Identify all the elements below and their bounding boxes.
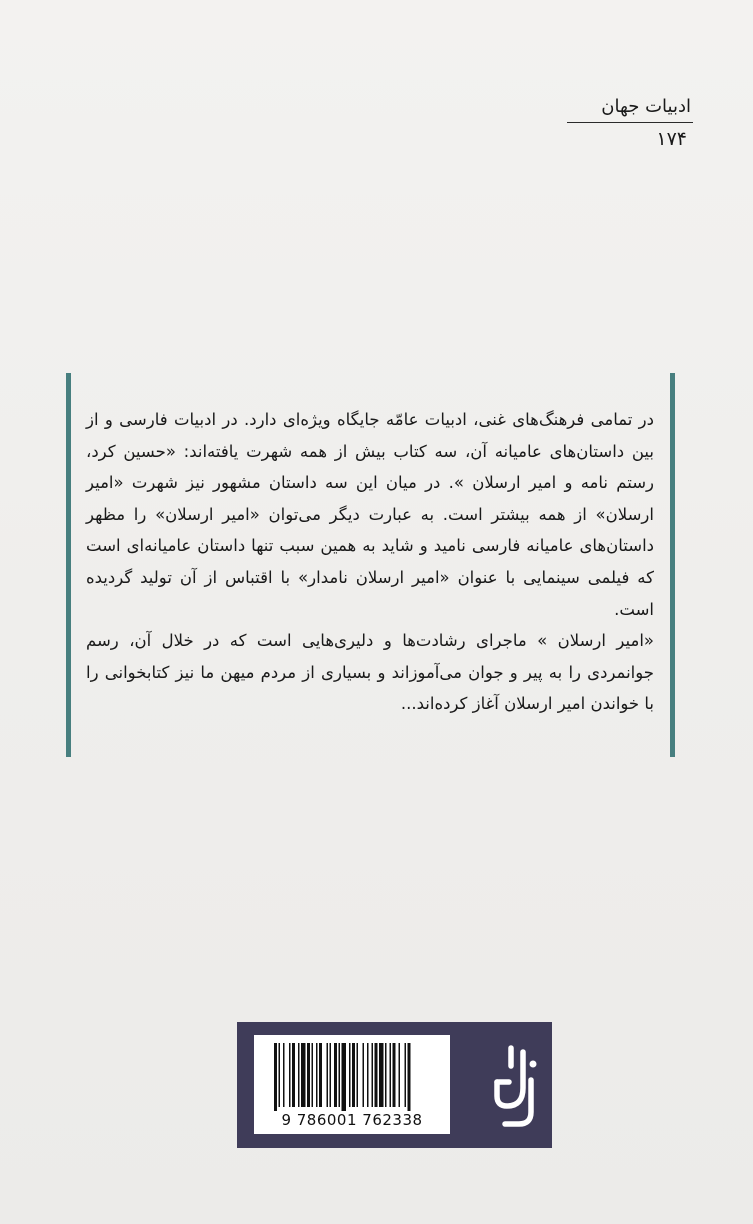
blurb-paragraph: «امیر ارسلان » ماجرای رشادت‌ها و دلیری‌هایی است که در خلال آن، رسم جوانمردی را به پیر و جوان می‌آموزاند و بسیاری از مردم میهن ما نیز کتابخوانی را با خواندن امیر ارسلان آغاز کرده‌اند...	[86, 631, 654, 714]
blurb-text	[86, 404, 654, 720]
publisher-logo-icon	[477, 1022, 552, 1148]
series-title: ادبیات جهان	[601, 96, 691, 117]
series-number: ۱۷۴	[656, 128, 687, 150]
series-label	[567, 94, 693, 151]
barcode-digits: 9 786001 762338	[281, 1111, 423, 1129]
blurb-right-rule	[670, 373, 675, 757]
blurb-left-rule	[66, 373, 71, 757]
barcode-bars	[274, 1043, 444, 1111]
barcode-panel	[237, 1022, 477, 1148]
barcode	[254, 1035, 450, 1134]
publisher-logo-panel	[477, 1022, 552, 1148]
series-divider	[567, 122, 693, 123]
blurb-paragraph: در تمامی فرهنگ‌های غنی، ادبیات عامّه جایگاه ویژه‌ای دارد. در ادبیات فارسی و از بین داستان‌های عامیانه آن، سه کتاب بیش از همه شهرت یافته‌اند: «حسین کرد، رستم نامه و امیر ارسلان ». در میان این سه داستان مشهور نیز شهرت «امیر ارسلان» از همه بیشتر است. به عبارت دیگر می‌توان «امیر ارسلان» را مظهر داستان‌های عامیانه فارسی نامید و شاید به همین سبب تنها داستان عامیانه‌ای است که فیلمی سینمایی با عنوان «امیر ارسلان نامدار» با اقتباس از آن تولید گردیده است.	[86, 410, 654, 619]
